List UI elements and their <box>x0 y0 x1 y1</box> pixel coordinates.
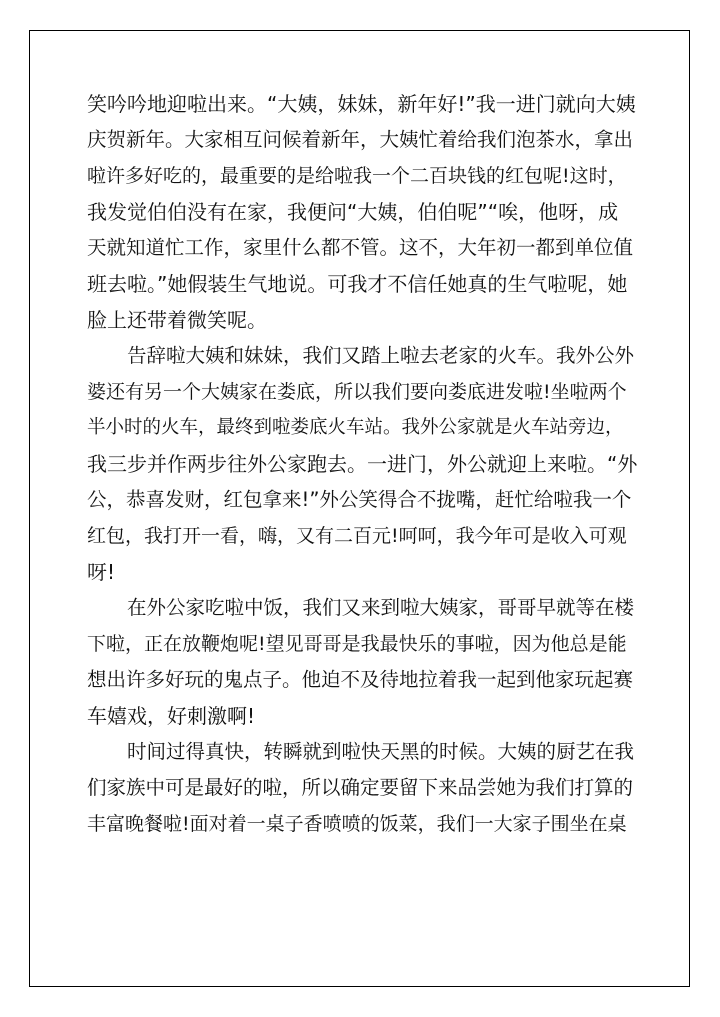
paragraph-start-line: 告辞啦大姨和妹妹，我们又踏上啦去老家的火车。我外公外 <box>127 344 635 367</box>
text-line: 呀! <box>87 560 116 584</box>
paragraph-start-line: 在外公家吃啦中饭，我们又来到啦大姨家，哥哥早就等在楼 <box>127 596 635 619</box>
text-line: 半小时的火车，最终到啦娄底火车站。我外公家就是火车站旁边， <box>87 417 624 438</box>
text-line: 我发觉伯伯没有在家，我便问“大姨，伯伯呢”“唉，他呀，成 <box>87 200 619 224</box>
text-line: 天就知道忙工作，家里什么都不管。这不，大年初一都到单位值 <box>87 236 634 259</box>
text-line: 婆还有另一个大姨家在娄底，所以我们要向娄底进发啦!坐啦两个 <box>87 381 627 403</box>
paragraph-start-line: 时间过得真快，转瞬就到啦快天黑的时候。大姨的厨艺在我 <box>127 740 635 763</box>
text-line: 红包，我打开一看，嗨，又有二百元!呵呵，我今年可是收入可观 <box>87 525 627 547</box>
text-line: 我三步并作两步往外公家跑去。一进门，外公就迎上来啦。“外 <box>87 452 638 476</box>
text-line: 车嬉戏，好刺激啊! <box>87 704 256 728</box>
text-line: 想出许多好玩的鬼点子。他迫不及待地拉着我一起到他家玩起赛 <box>87 668 634 691</box>
text-line: 们家族中可是最好的啦，所以确定要留下来品尝她为我们打算的 <box>87 776 634 799</box>
text-line: 脸上还带着微笑呢。 <box>87 308 267 332</box>
text-line: 公，恭喜发财，红包拿来!”外公笑得合不拢嘴，赶忙给啦我一个 <box>87 488 632 511</box>
text-line: 啦许多好吃的，最重要的是给啦我一个二百块钱的红包呢!这时， <box>87 165 627 187</box>
text-line: 庆贺新年。大家相互问候着新年，大姨忙着给我们泡茶水，拿出 <box>87 128 634 151</box>
document-body <box>87 86 637 842</box>
text-line: 下啦，正在放鞭炮呢!望见哥哥是我最快乐的事啦，因为他总是能 <box>87 633 627 655</box>
text-line: 班去啦。”她假装生气地说。可我才不信任她真的生气啦呢，她 <box>87 272 628 296</box>
text-line: 丰富晚餐啦!面对着一桌子香喷喷的饭菜，我们一大家子围坐在桌 <box>87 813 627 835</box>
text-line: 笑吟吟地迎啦出来。“大姨，妹妹，新年好!”我一进门就向大姨 <box>87 92 636 116</box>
